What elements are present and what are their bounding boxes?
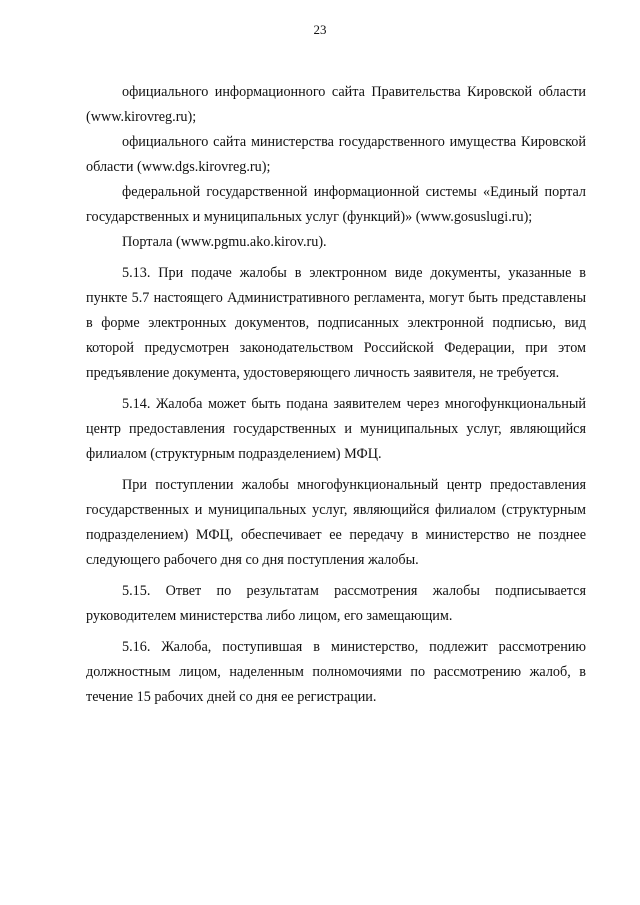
- page-number: 23: [313, 22, 327, 37]
- paragraph-ministry-site: официального сайта министерства государственного имущества Кировской области (www.dgs.kirovreg.ru);: [86, 134, 586, 175]
- document-body: [86, 80, 586, 710]
- paragraph-federal-portal: федеральной государственной информационной системы «Единый портал государственных и муниципальных услуг (функций)» (www.gosuslugi.ru);: [86, 184, 586, 225]
- paragraph-5-16: 5.16. Жалоба, поступившая в министерство, подлежит рассмотрению должностным лицом, наделенным полномочиями по рассмотрению жалоб, в течение 15 рабочих дней со дня ее регистрации.: [86, 639, 586, 705]
- paragraph-5-13: 5.13. При подаче жалобы в электронном виде документы, указанные в пункте 5.7 настоящего Административного регламента, могут быть представлены в форме электронных документов, подписанных электронной подписью, вид которой предусмотрен законодательством Российской Федерации, при этом предъявление документа, удостоверяющего личность заявителя, не требуется.: [86, 265, 586, 381]
- paragraph-5-14: 5.14. Жалоба может быть подана заявителем через многофункциональный центр предоставления государственных и муниципальных услуг, являющийся филиалом (структурным подразделением) МФЦ.: [86, 396, 586, 462]
- paragraph-5-15: 5.15. Ответ по результатам рассмотрения жалобы подписывается руководителем министерства либо лицом, его замещающим.: [86, 583, 586, 624]
- paragraph-mfc-transfer: При поступлении жалобы многофункциональный центр предоставления государственных и муниципальных услуг, являющийся филиалом (структурным подразделением) МФЦ, обеспечивает ее передачу в министерство не позднее следующего рабочего дня со дня поступления жалобы.: [86, 477, 586, 568]
- paragraph-regional-portal: Портала (www.pgmu.ako.kirov.ru).: [122, 234, 327, 250]
- paragraph-regional-site: официального информационного сайта Правительства Кировской области (www.kirovreg.ru);: [86, 84, 586, 125]
